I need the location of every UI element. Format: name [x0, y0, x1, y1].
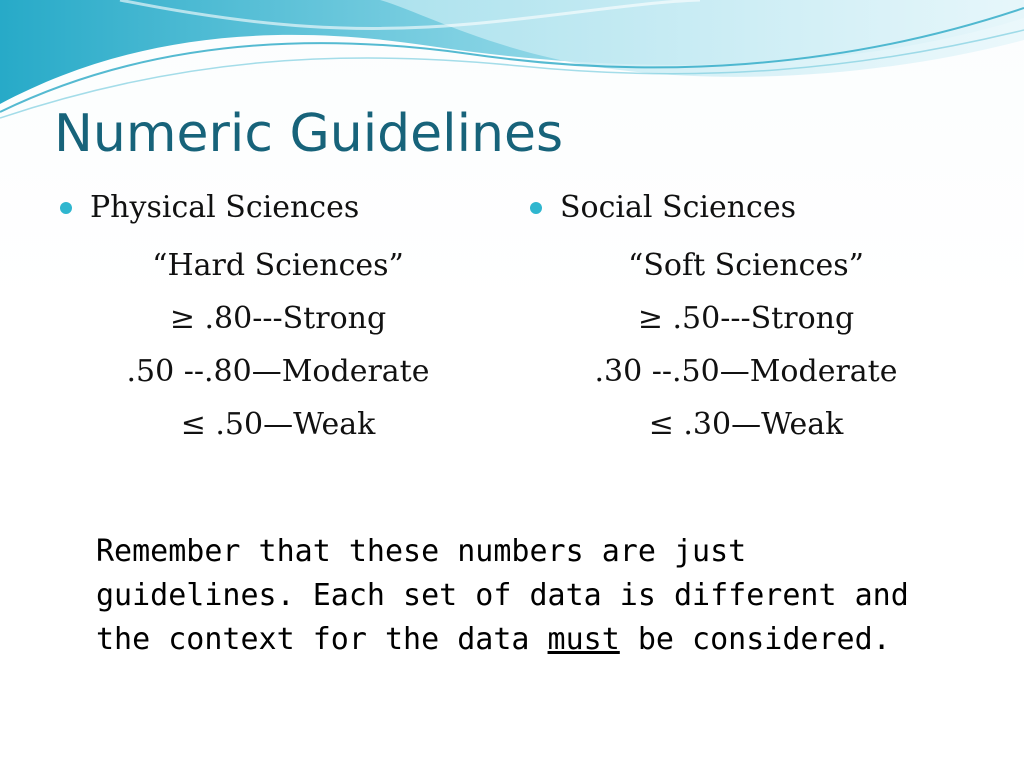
header-wave-decoration [0, 0, 1024, 120]
reminder-line-3-end: be considered. [619, 622, 891, 657]
physical-sciences-bullet [60, 186, 500, 230]
physical-sciences-heading: Physical Sciences [90, 190, 360, 225]
reminder-note [96, 530, 936, 662]
reminder-line-1: Remember that these numbers are just [96, 534, 747, 569]
soft-sciences-label: “Soft Sciences” [628, 248, 864, 283]
bullet-dot-icon [60, 202, 72, 214]
weak-threshold: ≤ .30—Weak [648, 407, 844, 442]
moderate-range: .30 --.50—Moderate [594, 354, 898, 389]
bullet-dot-icon [530, 202, 542, 214]
social-sciences-bullet [530, 186, 970, 230]
social-sciences-heading: Social Sciences [560, 190, 797, 225]
weak-threshold: ≤ .50—Weak [180, 407, 376, 442]
strong-threshold: ≥ .80---Strong [169, 301, 387, 336]
emphasis-must: must [547, 622, 620, 657]
moderate-range: .50 --.80—Moderate [126, 354, 430, 389]
reminder-line-3 [96, 618, 936, 662]
physical-sciences-column [60, 186, 500, 451]
hard-sciences-label: “Hard Sciences” [152, 248, 404, 283]
reminder-line-3-start: the context for the data [96, 622, 548, 657]
reminder-line-2: guidelines. Each set of data is different and [96, 578, 909, 613]
slide-title: Numeric Guidelines [54, 104, 564, 164]
strong-threshold: ≥ .50---Strong [637, 301, 855, 336]
physical-sciences-guidelines [60, 239, 500, 451]
social-sciences-column [530, 186, 970, 451]
social-sciences-guidelines [530, 239, 970, 451]
